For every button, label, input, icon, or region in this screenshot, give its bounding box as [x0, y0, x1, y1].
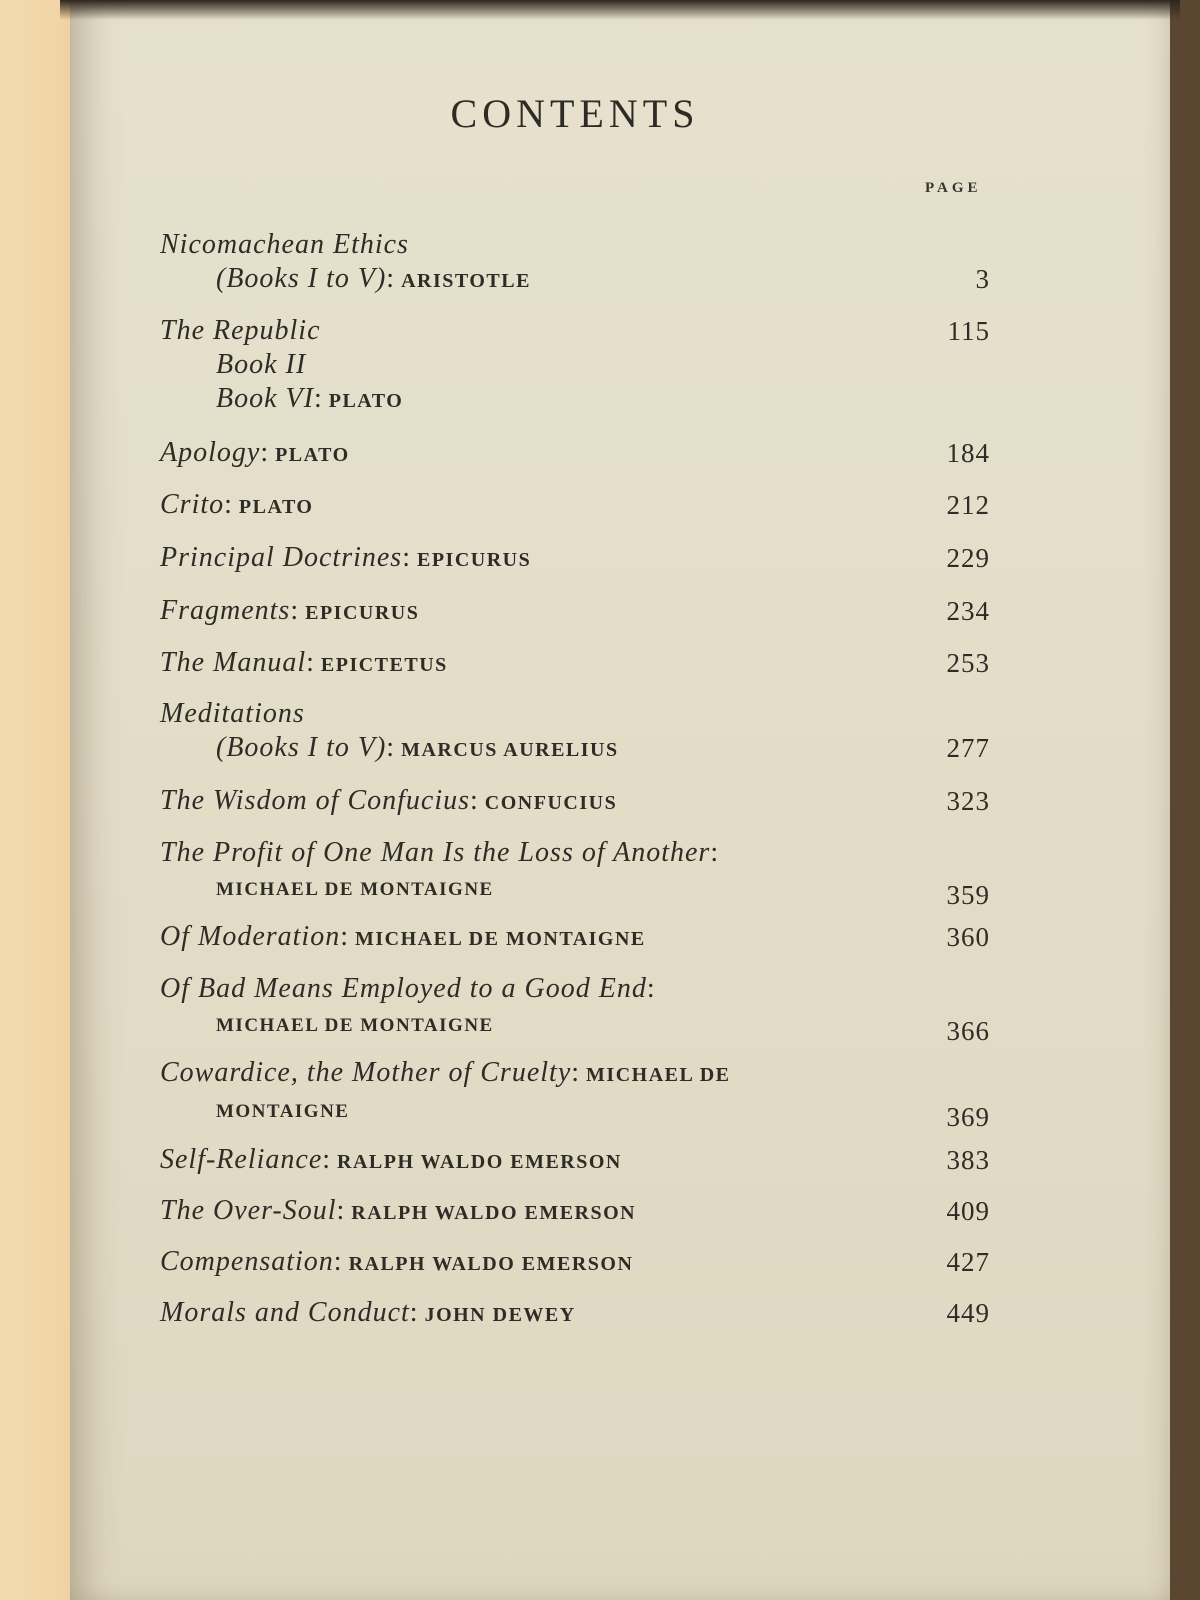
- page-number: 277: [946, 733, 990, 763]
- work-subtitle: Book II: [216, 349, 307, 380]
- page-number: 449: [946, 1298, 990, 1328]
- toc-entry: Compensation: RALPH WALDO EMERSON 427: [160, 1246, 990, 1277]
- page-top-shadow: [60, 0, 1180, 20]
- author-name: MARCUS AURELIUS: [401, 739, 619, 761]
- page-number: 366: [946, 1016, 990, 1046]
- author-name: EPICTETUS: [320, 654, 448, 676]
- author-name-continued: MONTAIGNE: [216, 1101, 350, 1122]
- author-name: MICHAEL DE MONTAIGNE: [216, 879, 494, 900]
- author-name: RALPH WALDO EMERSON: [337, 1151, 622, 1173]
- toc-entry: The Profit of One Man Is the Loss of Another: MICHAEL DE MONTAIGNE 359: [160, 837, 990, 910]
- work-title: Morals and Conduct: [160, 1297, 410, 1328]
- work-title: Crito: [160, 489, 225, 520]
- page-title: CONTENTS: [450, 91, 700, 136]
- page-number: 253: [946, 648, 990, 678]
- toc-entry: Cowardice, the Mother of Cruelty: MICHAEL DE MONTAIGNE 369: [160, 1057, 990, 1132]
- author-name: MICHAEL DE MONTAIGNE: [216, 1015, 494, 1036]
- work-title: Self-Reliance: [160, 1144, 323, 1175]
- work-title: Of Bad Means Employed to a Good End: [160, 973, 647, 1004]
- page-number: 3: [975, 264, 990, 294]
- toc-entry: Crito: PLATO 212: [160, 489, 990, 520]
- work-title: The Manual: [160, 647, 307, 678]
- work-title: Fragments: [160, 595, 291, 626]
- toc-entry: Meditations (Books I to V): MARCUS AURELIUS 277: [160, 698, 990, 763]
- toc-entry: The Republic 115 Book II Book VI: PLATO: [160, 315, 990, 414]
- work-title: Nicomachean Ethics: [160, 229, 409, 260]
- work-title: The Wisdom of Confucius: [160, 785, 471, 816]
- work-title: The Over-Soul: [160, 1195, 337, 1226]
- work-title: The Republic: [160, 315, 321, 346]
- author-name: MICHAEL DE: [586, 1064, 731, 1086]
- author-name: CONFUCIUS: [484, 792, 618, 814]
- author-name: MICHAEL DE MONTAIGNE: [355, 928, 646, 950]
- page-column-label: PAGE: [925, 180, 982, 196]
- page-number: 115: [947, 316, 990, 346]
- toc-entry: Morals and Conduct: JOHN DEWEY 449: [160, 1297, 990, 1328]
- page-number: 409: [946, 1196, 990, 1226]
- page-number: 360: [946, 922, 990, 952]
- page-number: 383: [946, 1145, 990, 1175]
- author-name: ARISTOTLE: [401, 270, 531, 292]
- work-subtitle: (Books I to V): [216, 263, 387, 294]
- toc-entry: Self-Reliance: RALPH WALDO EMERSON 383: [160, 1144, 990, 1175]
- page-number: 359: [946, 880, 990, 910]
- page-number: 369: [946, 1102, 990, 1132]
- work-title: Principal Doctrines: [160, 542, 403, 573]
- toc-entry: Nicomachean Ethics (Books I to V): ARISTOTLE 3: [160, 229, 990, 294]
- page-number: 184: [946, 438, 990, 468]
- author-name: RALPH WALDO EMERSON: [348, 1253, 634, 1275]
- work-title: Meditations: [160, 698, 305, 729]
- page-number: 229: [946, 543, 990, 573]
- work-title: The Profit of One Man Is the Loss of Another: [160, 837, 711, 868]
- work-title: Apology: [160, 437, 261, 468]
- toc-entry: The Wisdom of Confucius: CONFUCIUS 323: [160, 785, 990, 816]
- toc-entry: Of Bad Means Employed to a Good End: MICHAEL DE MONTAIGNE 366: [160, 973, 990, 1046]
- work-title: Compensation: [160, 1246, 334, 1277]
- toc-entry: Of Moderation: MICHAEL DE MONTAIGNE 360: [160, 921, 990, 952]
- author-name: RALPH WALDO EMERSON: [351, 1202, 637, 1224]
- toc-entry: Principal Doctrines: EPICURUS 229: [160, 542, 990, 573]
- toc-entry: Fragments: EPICURUS 234: [160, 595, 990, 626]
- author-name: EPICURUS: [416, 549, 532, 571]
- page-number: 212: [946, 490, 990, 520]
- work-subtitle: Book VI: [216, 383, 314, 414]
- toc-entry: The Manual: EPICTETUS 253: [160, 647, 990, 678]
- work-title: Cowardice, the Mother of Cruelty: [160, 1057, 572, 1088]
- work-subtitle: (Books I to V): [216, 732, 387, 763]
- author-name: JOHN DEWEY: [424, 1304, 576, 1326]
- author-name: EPICURUS: [305, 602, 420, 624]
- author-name: PLATO: [238, 496, 314, 518]
- work-title: Of Moderation: [160, 921, 341, 952]
- author-name: PLATO: [275, 444, 350, 466]
- author-name: PLATO: [328, 390, 404, 412]
- toc-entry: The Over-Soul: RALPH WALDO EMERSON 409: [160, 1195, 990, 1226]
- page-number: 234: [946, 596, 990, 626]
- page-number: 323: [946, 786, 990, 816]
- page-number: 427: [946, 1247, 990, 1277]
- toc-entry: Apology: PLATO 184: [160, 437, 990, 468]
